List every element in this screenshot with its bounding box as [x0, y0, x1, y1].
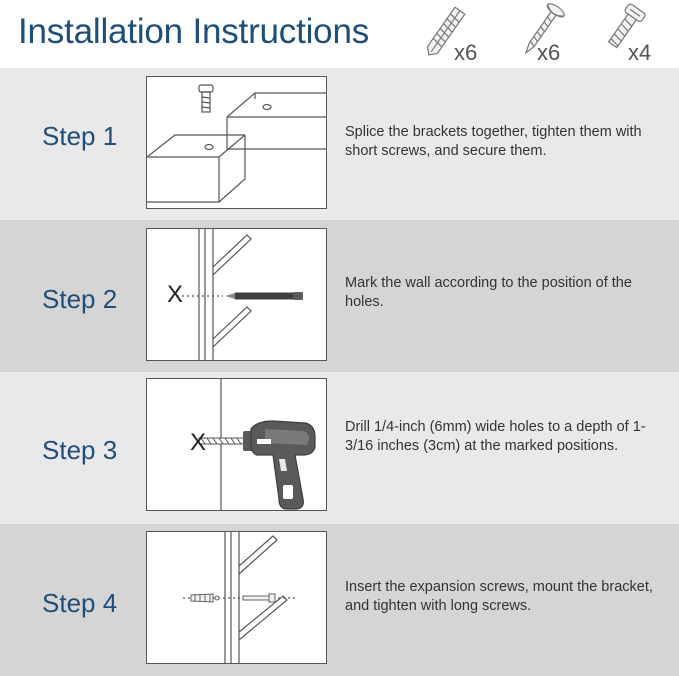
anchor-plug-qty: x6 [454, 40, 478, 65]
step-1-illustration [146, 76, 327, 209]
part-machine-screw [598, 0, 668, 68]
header [0, 0, 679, 68]
step-4-illustration [146, 531, 327, 664]
step-2-illustration [146, 228, 327, 361]
step-4 [0, 524, 679, 676]
wall-mark-x: X [167, 281, 184, 308]
part-anchor-plug [420, 0, 482, 68]
pencil-icon [225, 292, 303, 300]
drilling-diagram [147, 379, 327, 511]
step-1 [0, 68, 679, 220]
step-description: Splice the brackets together, tighten them with short screws, and secure them. [345, 124, 642, 159]
tapping-screw-qty: x6 [537, 40, 561, 65]
drill-icon [199, 421, 315, 509]
drill-mark-x: X [190, 429, 207, 456]
machine-screw-qty: x4 [628, 40, 652, 65]
step-label: Step 4 [42, 588, 118, 618]
step-description: Insert the expansion screws, mount the bracket, and tighten with long screws. [345, 579, 653, 614]
page-title: Installation Instructions [18, 12, 370, 51]
step-label: Step 1 [42, 121, 118, 151]
step-description: Mark the wall according to the position of the holes. [345, 275, 632, 310]
mounting-diagram [147, 532, 327, 664]
step-label: Step 3 [42, 435, 118, 465]
step-description: Drill 1/4-inch (6mm) wide holes to a depth of 1-3/16 inches (3cm) at the marked positions. [345, 419, 646, 454]
step-3 [0, 372, 679, 524]
bracket-splice-diagram [147, 77, 327, 209]
step-3-illustration [146, 378, 327, 511]
part-tapping-screw [514, 0, 576, 68]
step-label: Step 2 [42, 284, 118, 314]
step-2 [0, 220, 679, 372]
